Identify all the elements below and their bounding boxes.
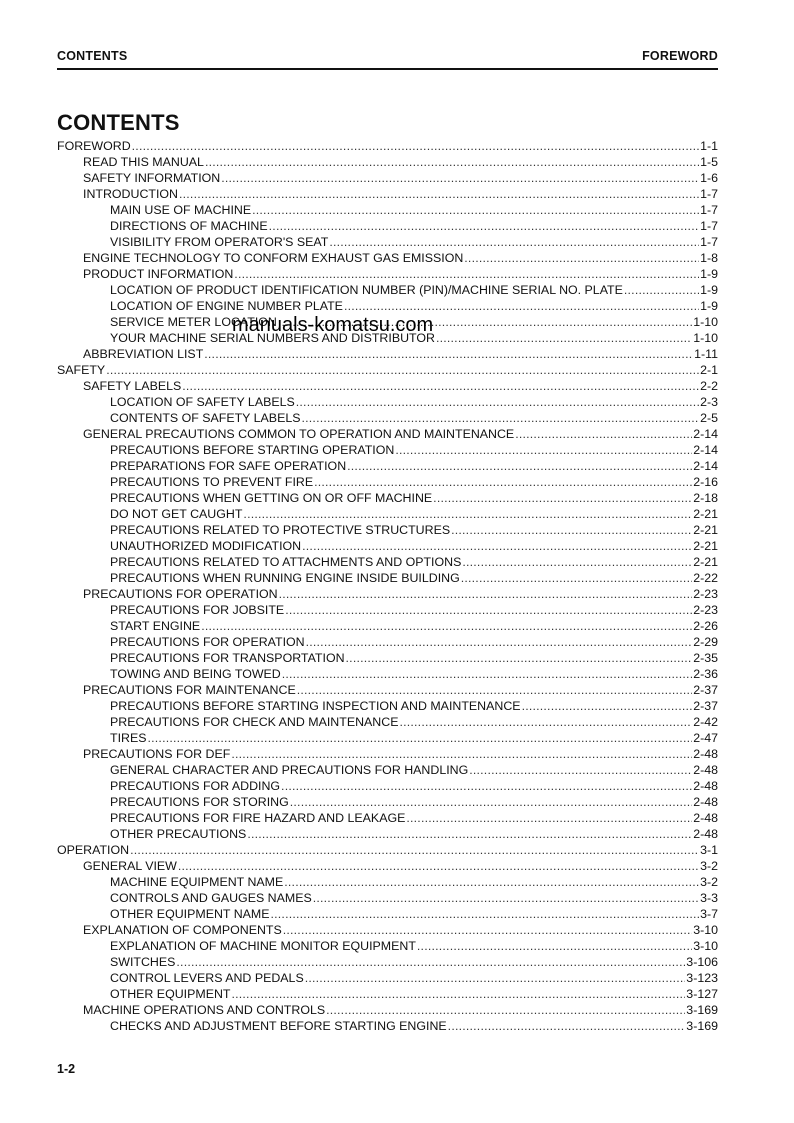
toc-entry-page: 2-37 (693, 683, 718, 697)
toc-entry-title: PRECAUTIONS RELATED TO PROTECTIVE STRUCTURES (110, 523, 451, 537)
toc-leader-dots (148, 730, 693, 746)
toc-leader-dots (314, 474, 692, 490)
toc-entry[interactable] (57, 906, 718, 922)
toc-entry-title: CONTROLS AND GAUGES NAMES (110, 891, 312, 905)
toc-entry-title: LOCATION OF SAFETY LABELS (110, 395, 295, 409)
toc-entry-title: PRECAUTIONS FOR OPERATION (110, 635, 305, 649)
toc-entry[interactable] (57, 746, 718, 762)
toc-leader-dots (201, 618, 692, 634)
toc-entry-page: 1-11 (694, 347, 718, 361)
toc-entry[interactable] (57, 474, 718, 490)
toc-entry-title: PRECAUTIONS FOR FIRE HAZARD AND LEAKAGE (110, 811, 406, 825)
toc-entry-page: 2-21 (693, 555, 718, 569)
toc-entry-title: SWITCHES (110, 955, 176, 969)
toc-entry[interactable] (57, 954, 718, 970)
toc-entry-title: PRECAUTIONS FOR OPERATION (83, 587, 278, 601)
toc-leader-dots (221, 170, 699, 186)
toc-entry-page: 1-10 (693, 315, 718, 329)
toc-leader-dots (448, 1018, 686, 1034)
toc-leader-dots (313, 890, 699, 906)
toc-entry-page: 2-26 (693, 619, 718, 633)
toc-entry-page: 2-1 (700, 363, 718, 377)
toc-entry[interactable] (57, 170, 718, 186)
toc-entry-title: PRECAUTIONS FOR TRANSPORTATION (110, 651, 345, 665)
toc-entry[interactable] (57, 186, 718, 202)
toc-leader-dots (395, 442, 692, 458)
toc-leader-dots (436, 330, 692, 346)
toc-entry-page: 2-18 (693, 491, 718, 505)
toc-entry-title: OTHER EQUIPMENT NAME (110, 907, 270, 921)
toc-entry-page: 1-8 (700, 251, 718, 265)
toc-leader-dots (205, 154, 699, 170)
toc-leader-dots (282, 666, 692, 682)
toc-entry-title: DO NOT GET CAUGHT (110, 507, 243, 521)
toc-entry-page: 1-9 (700, 299, 718, 313)
toc-entry[interactable] (57, 410, 718, 426)
toc-entry-page: 3-3 (700, 891, 718, 905)
toc-entry-page: 1-7 (700, 203, 718, 217)
toc-entry-page: 2-16 (693, 475, 718, 489)
toc-entry-title: PREPARATIONS FOR SAFE OPERATION (110, 459, 347, 473)
toc-leader-dots (302, 410, 700, 426)
toc-entry-title: FOREWORD (57, 139, 131, 153)
watermark: manuals-komatsu.com (232, 314, 434, 336)
toc-entry[interactable] (57, 602, 718, 618)
toc-entry[interactable] (57, 442, 718, 458)
toc-entry[interactable] (57, 762, 718, 778)
toc-leader-dots (271, 906, 700, 922)
toc-entry-page: 1-6 (700, 171, 718, 185)
toc-entry[interactable] (57, 154, 718, 170)
toc-entry[interactable] (57, 554, 718, 570)
toc-entry[interactable] (57, 810, 718, 826)
toc-entry-page: 3-7 (700, 907, 718, 921)
toc-entry-page: 3-169 (686, 1019, 718, 1033)
toc-leader-dots (344, 298, 699, 314)
toc-entry[interactable] (57, 682, 718, 698)
toc-entry-title: YOUR MACHINE SERIAL NUMBERS AND DISTRIBUTOR (110, 331, 435, 345)
toc-entry-page: 2-23 (693, 587, 718, 601)
toc-entry-title: LOCATION OF PRODUCT IDENTIFICATION NUMBER (PIN)/MACHINE SERIAL NO. PLATE (110, 283, 623, 297)
toc-entry[interactable] (57, 842, 718, 858)
toc-entry[interactable] (57, 970, 718, 986)
toc-entry-page: 2-48 (693, 827, 718, 841)
toc-entry-page: 2-21 (693, 523, 718, 537)
toc-entry-page: 2-42 (693, 715, 718, 729)
toc-entry-page: 2-14 (693, 427, 718, 441)
toc-leader-dots (451, 522, 692, 538)
toc-entry-title: PRECAUTIONS WHEN RUNNING ENGINE INSIDE BUILDING (110, 571, 460, 585)
toc-entry-title: CHECKS AND ADJUSTMENT BEFORE STARTING ENGINE (110, 1019, 447, 1033)
toc-entry-page: 2-5 (700, 411, 718, 425)
toc-entry-page: 1-10 (693, 331, 718, 345)
toc-leader-dots (406, 810, 692, 826)
toc-entry[interactable] (57, 890, 718, 906)
toc-entry-page: 3-10 (693, 939, 718, 953)
toc-entry-title: SERVICE METER LOCATION (110, 315, 277, 329)
toc-leader-dots (283, 922, 692, 938)
toc-leader-dots (461, 570, 692, 586)
toc-entry[interactable] (57, 234, 718, 250)
toc-entry[interactable] (57, 250, 718, 266)
toc-entry-title: PRECAUTIONS FOR MAINTENANCE (83, 683, 296, 697)
toc-entry-page: 1-7 (700, 235, 718, 249)
toc-entry[interactable] (57, 202, 718, 218)
toc-leader-dots (231, 986, 685, 1002)
toc-entry[interactable] (57, 266, 718, 282)
toc-entry-title: GENERAL PRECAUTIONS COMMON TO OPERATION AND MAINTENANCE (83, 427, 515, 441)
toc-entry-page: 2-48 (693, 811, 718, 825)
toc-entry-page: 1-5 (700, 155, 718, 169)
toc-entry[interactable] (57, 922, 718, 938)
toc-entry[interactable] (57, 346, 718, 362)
toc-leader-dots (290, 794, 692, 810)
toc-entry[interactable] (57, 938, 718, 954)
toc-leader-dots (234, 266, 699, 282)
toc-entry-page: 2-23 (693, 603, 718, 617)
toc-entry[interactable] (57, 506, 718, 522)
toc-entry-page: 3-127 (686, 987, 718, 1001)
toc-leader-dots (243, 506, 692, 522)
toc-entry[interactable] (57, 650, 718, 666)
toc-entry[interactable] (57, 858, 718, 874)
toc-leader-dots (279, 586, 693, 602)
toc-entry-page: 2-48 (693, 763, 718, 777)
toc-leader-dots (399, 714, 692, 730)
toc-leader-dots (306, 634, 693, 650)
table-of-contents (57, 138, 718, 1034)
toc-entry-title: INTRODUCTION (83, 187, 178, 201)
toc-entry-title: GENERAL CHARACTER AND PRECAUTIONS FOR HANDLING (110, 763, 469, 777)
toc-leader-dots (305, 970, 686, 986)
toc-entry[interactable] (57, 1018, 718, 1034)
toc-entry[interactable] (57, 986, 718, 1002)
toc-entry-title: OTHER EQUIPMENT (110, 987, 231, 1001)
toc-leader-dots (281, 778, 692, 794)
toc-entry-title: ABBREVIATION LIST (83, 347, 204, 361)
toc-leader-dots (178, 858, 699, 874)
toc-entry-title: MACHINE EQUIPMENT NAME (110, 875, 284, 889)
toc-entry-page: 2-47 (693, 731, 718, 745)
toc-entry[interactable] (57, 586, 718, 602)
toc-entry[interactable] (57, 714, 718, 730)
toc-entry-title: READ THIS MANUAL (83, 155, 204, 169)
toc-entry[interactable] (57, 378, 718, 394)
toc-entry-title: PRECAUTIONS FOR CHECK AND MAINTENANCE (110, 715, 399, 729)
toc-entry-page: 3-169 (686, 1003, 718, 1017)
toc-leader-dots (130, 842, 699, 858)
toc-leader-dots (624, 282, 699, 298)
toc-leader-dots (297, 682, 692, 698)
toc-leader-dots (522, 698, 693, 714)
toc-entry-title: SAFETY (57, 363, 106, 377)
toc-entry[interactable] (57, 426, 718, 442)
toc-leader-dots (179, 186, 699, 202)
toc-entry-page: 2-48 (693, 747, 718, 761)
toc-entry-title: PRECAUTIONS BEFORE STARTING INSPECTION AND MAINTENANCE (110, 699, 521, 713)
toc-entry[interactable] (57, 730, 718, 746)
toc-entry[interactable] (57, 618, 718, 634)
toc-entry[interactable] (57, 666, 718, 682)
toc-entry-page: 2-22 (693, 571, 718, 585)
toc-leader-dots (247, 826, 692, 842)
toc-entry-title: ENGINE TECHNOLOGY TO CONFORM EXHAUST GAS EMISSION (83, 251, 464, 265)
toc-entry[interactable] (57, 490, 718, 506)
toc-entry-title: CONTROL LEVERS AND PEDALS (110, 971, 304, 985)
toc-entry-page: 2-2 (700, 379, 718, 393)
toc-entry-page: 2-14 (693, 443, 718, 457)
toc-entry-page: 2-14 (693, 459, 718, 473)
toc-entry-title: DIRECTIONS OF MACHINE (110, 219, 268, 233)
toc-entry-title: SAFETY INFORMATION (83, 171, 221, 185)
toc-entry-title: OPERATION (57, 843, 130, 857)
toc-entry-title: PRECAUTIONS WHEN GETTING ON OR OFF MACHINE (110, 491, 433, 505)
toc-entry[interactable] (57, 634, 718, 650)
toc-entry-page: 3-2 (700, 859, 718, 873)
toc-entry-title: MAIN USE OF MACHINE (110, 203, 252, 217)
toc-entry-title: TOWING AND BEING TOWED (110, 667, 281, 681)
toc-entry-title: PRECAUTIONS FOR STORING (110, 795, 289, 809)
toc-leader-dots (433, 490, 692, 506)
toc-entry-title: PRODUCT INFORMATION (83, 267, 234, 281)
toc-entry-page: 2-36 (693, 667, 718, 681)
page-number: 1-2 (57, 1062, 76, 1076)
toc-leader-dots (204, 346, 693, 362)
toc-leader-dots (269, 218, 699, 234)
toc-entry-title: PRECAUTIONS RELATED TO ATTACHMENTS AND OPTIONS (110, 555, 462, 569)
toc-entry-title: PRECAUTIONS FOR ADDING (110, 779, 281, 793)
toc-entry-title: SAFETY LABELS (83, 379, 182, 393)
toc-entry-page: 1-7 (700, 187, 718, 201)
toc-entry-title: PRECAUTIONS BEFORE STARTING OPERATION (110, 443, 395, 457)
toc-leader-dots (347, 458, 692, 474)
toc-leader-dots (182, 378, 699, 394)
toc-entry-title: START ENGINE (110, 619, 201, 633)
toc-entry-title: LOCATION OF ENGINE NUMBER PLATE (110, 299, 343, 313)
toc-entry[interactable] (57, 218, 718, 234)
toc-leader-dots (132, 138, 699, 154)
toc-entry[interactable] (57, 458, 718, 474)
toc-entry[interactable] (57, 826, 718, 842)
toc-entry-title: EXPLANATION OF MACHINE MONITOR EQUIPMENT (110, 939, 416, 953)
toc-entry-title: MACHINE OPERATIONS AND CONTROLS (83, 1003, 326, 1017)
header-right: FOREWORD (642, 49, 718, 63)
toc-leader-dots (252, 202, 699, 218)
header-rule (57, 68, 718, 70)
toc-entry-page: 3-10 (693, 923, 718, 937)
toc-entry[interactable] (57, 698, 718, 714)
toc-entry-title: PRECAUTIONS FOR DEF (83, 747, 231, 761)
toc-leader-dots (346, 650, 693, 666)
toc-entry-page: 1-1 (700, 139, 718, 153)
toc-leader-dots (515, 426, 692, 442)
toc-entry-page: 2-48 (693, 779, 718, 793)
toc-entry[interactable] (57, 538, 718, 554)
toc-entry-title: PRECAUTIONS TO PREVENT FIRE (110, 475, 314, 489)
toc-entry[interactable] (57, 794, 718, 810)
toc-entry[interactable] (57, 138, 718, 154)
toc-entry-page: 3-123 (686, 971, 718, 985)
toc-leader-dots (462, 554, 692, 570)
toc-entry-title: EXPLANATION OF COMPONENTS (83, 923, 282, 937)
toc-leader-dots (231, 746, 692, 762)
toc-leader-dots (464, 250, 699, 266)
toc-leader-dots (417, 938, 692, 954)
toc-entry-page: 2-35 (693, 651, 718, 665)
toc-entry-page: 1-7 (700, 219, 718, 233)
toc-entry-title: CONTENTS OF SAFETY LABELS (110, 411, 301, 425)
toc-entry-title: OTHER PRECAUTIONS (110, 827, 247, 841)
toc-entry-page: 1-9 (700, 267, 718, 281)
toc-entry-page: 2-21 (693, 539, 718, 553)
header-left: CONTENTS (57, 49, 128, 63)
toc-entry[interactable] (57, 362, 718, 378)
toc-leader-dots (329, 234, 699, 250)
toc-leader-dots (326, 1002, 685, 1018)
toc-entry-title: PRECAUTIONS FOR JOBSITE (110, 603, 285, 617)
toc-entry[interactable] (57, 394, 718, 410)
toc-entry-title: VISIBILITY FROM OPERATOR'S SEAT (110, 235, 329, 249)
toc-entry-title: GENERAL VIEW (83, 859, 177, 873)
toc-entry[interactable] (57, 874, 718, 890)
toc-entry-page: 2-21 (693, 507, 718, 521)
toc-entry[interactable] (57, 282, 718, 298)
toc-entry-title: UNAUTHORIZED MODIFICATION (110, 539, 302, 553)
toc-entry[interactable] (57, 778, 718, 794)
page-title: CONTENTS (57, 110, 180, 135)
toc-entry[interactable] (57, 570, 718, 586)
toc-leader-dots (302, 538, 692, 554)
toc-leader-dots (469, 762, 692, 778)
toc-entry-title: TIRES (110, 731, 147, 745)
toc-entry-page: 2-29 (693, 635, 718, 649)
toc-leader-dots (284, 874, 699, 890)
toc-entry-page: 2-48 (693, 795, 718, 809)
toc-entry-page: 3-106 (686, 955, 718, 969)
toc-entry[interactable] (57, 1002, 718, 1018)
toc-entry-page: 2-3 (700, 395, 718, 409)
toc-entry-page: 2-37 (693, 699, 718, 713)
toc-leader-dots (106, 362, 699, 378)
toc-entry[interactable] (57, 522, 718, 538)
toc-leader-dots (296, 394, 699, 410)
toc-entry-page: 3-1 (700, 843, 718, 857)
running-header (57, 49, 718, 63)
toc-leader-dots (285, 602, 692, 618)
toc-entry[interactable] (57, 298, 718, 314)
toc-entry-page: 3-2 (700, 875, 718, 889)
toc-entry-page: 1-9 (700, 283, 718, 297)
toc-leader-dots (176, 954, 685, 970)
